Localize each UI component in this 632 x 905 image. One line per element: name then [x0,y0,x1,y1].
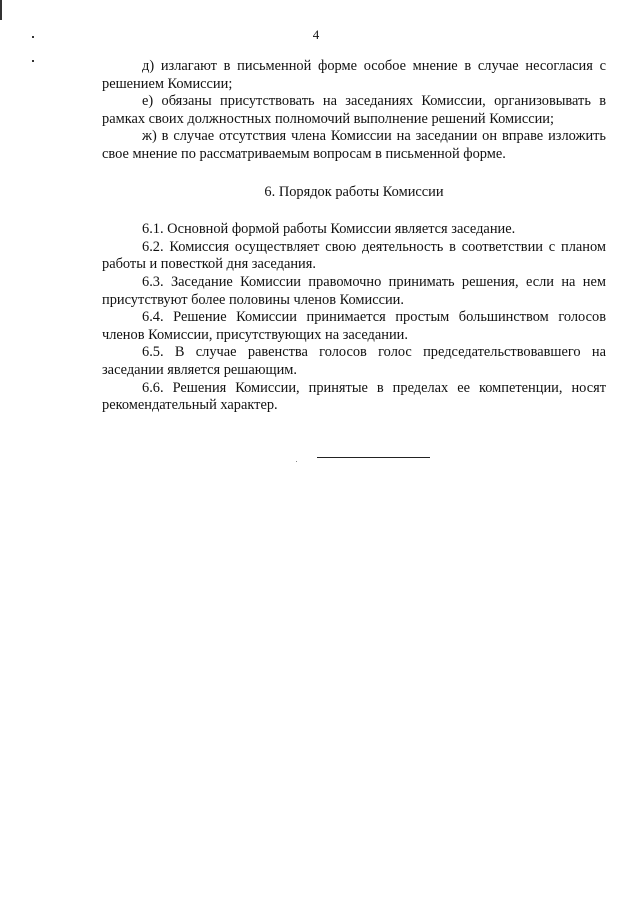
clause-6-3: 6.3. Заседание Комиссии правомочно принимать решения, если на нем присутствуют более половины членов Комиссии. [102,273,606,308]
clause-6-5: 6.5. В случае равенства голосов голос председательствовавшего на заседании является решающим. [102,344,606,378]
list-item-e: е) обязаны присутствовать на заседаниях Комиссии, организовывать в рамках своих должностных полномочий выполнение решений Комиссии; [102,93,606,127]
section-heading: 6. Порядок работы Комиссии [264,183,444,200]
clause-6-2: 6.2. Комиссия осуществляет свою деятельность в соответствии с планом работы и повесткой дня заседания. [102,238,606,273]
document-body [102,58,606,415]
scan-dot-mark [32,60,34,62]
list-item-zh: ж) в случае отсутствия члена Комиссии на заседании он вправе изложить свое мнение по рассматриваемым вопросам в письменной форме. [102,128,606,162]
list-item-d: д) излагают в письменной форме особое мнение в случае несогласия с решением Комиссии; [102,58,606,92]
end-of-document-rule [317,457,430,458]
clause-6-6: 6.6. Решения Комиссии, принятые в пределах ее компетенции, носят рекомендательный характер. [102,379,606,414]
scan-dot-mark [296,461,297,462]
clause-6-4: 6.4. Решение Комиссии принимается простым большинством голосов членов Комиссии, присутствующих на заседании. [102,309,606,343]
page-number: 4 [312,27,320,42]
clause-6-1: 6.1. Основной формой работы Комиссии является заседание. [142,221,516,238]
scan-edge-mark [0,0,2,20]
